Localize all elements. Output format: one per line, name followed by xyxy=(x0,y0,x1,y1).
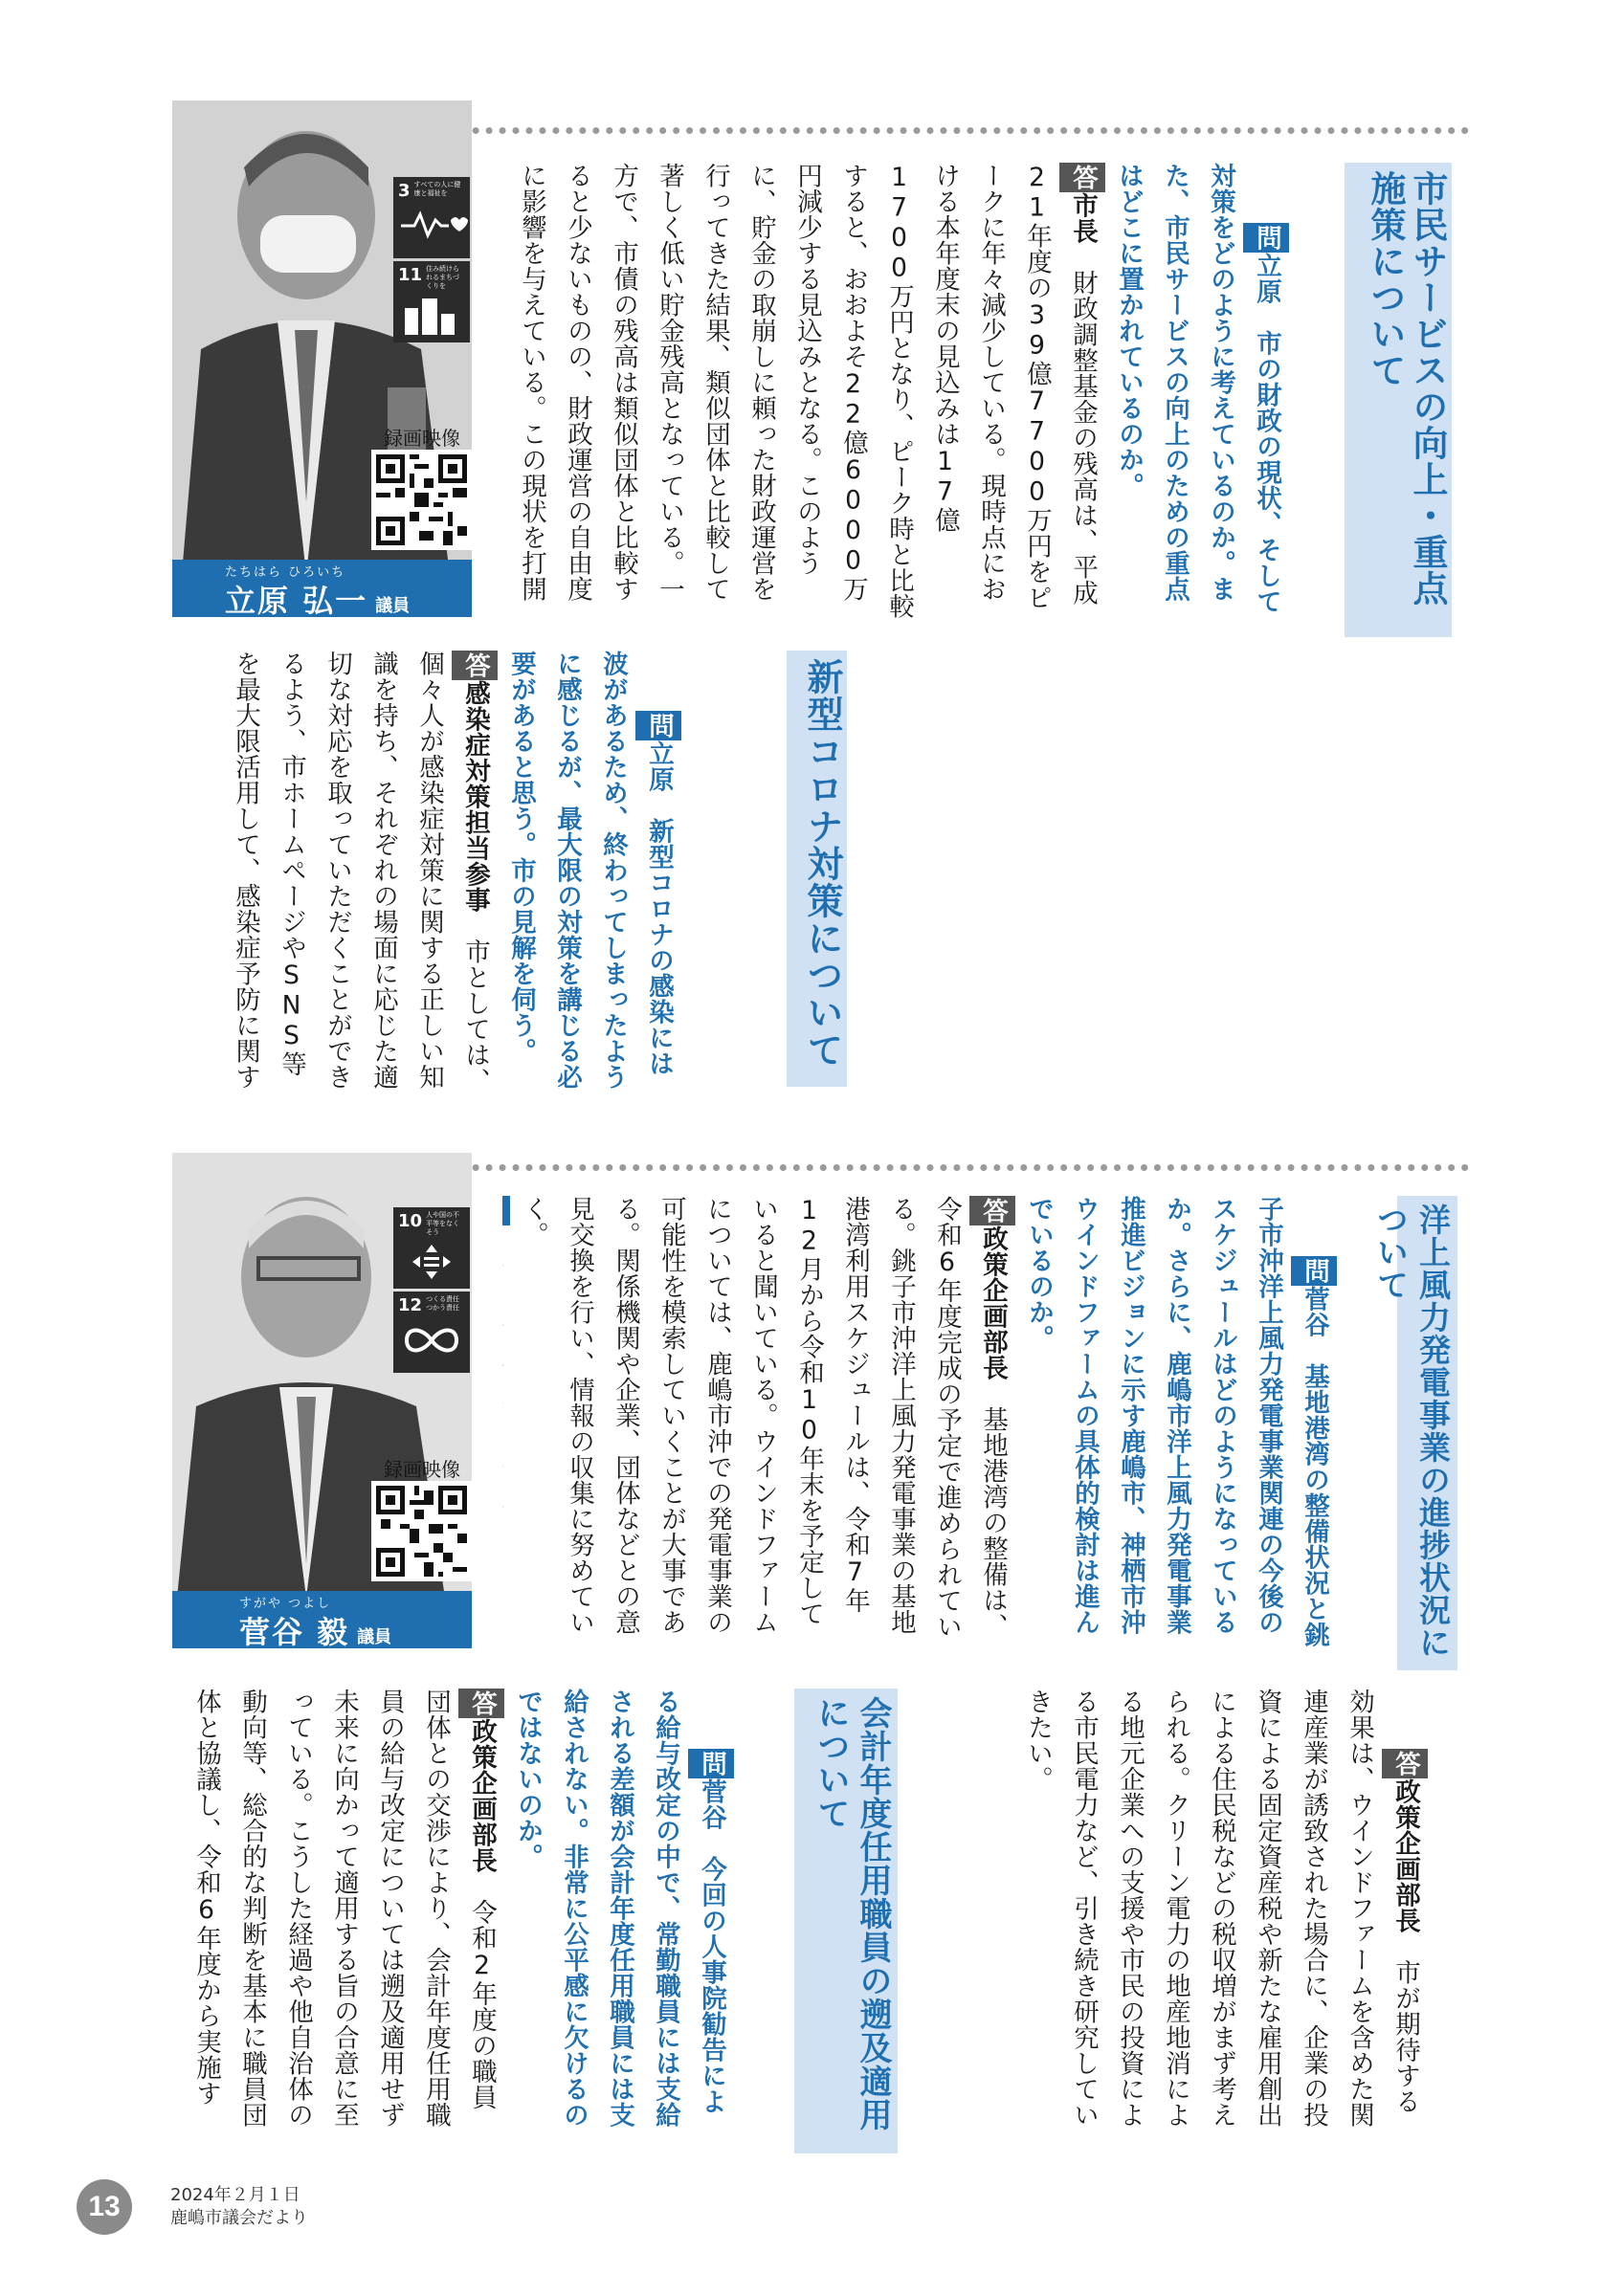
video-label: 録画映像 xyxy=(384,1458,460,1481)
answer-text: 市が期待する効果は、ウインドファームを含めた関連産業が誘致された場合に、企業の投資による固定資産税や新たな雇用創出による住民税などの税収増がまず考えられる。クリーン電力の地産地消による地元企業への支援や市民の投資による市民電力など、引き続き研究していきたい。 xyxy=(1023,1689,1420,2128)
answer-text: 令和2年度の職員団体との交渉により、会計年度任用職員の給与改定については遡及適用せず未来に向かって適用する旨の合意に至っている。こうした経過や他自治体の動向等、総合的な判断を基本に職員団体と協議し、令和6年度から実施す xyxy=(191,1689,497,2128)
separator-middle xyxy=(325,1164,1469,1171)
question-text: 市の財政の現状、そして対策をどのように考えているのか。また、市民サービスの向上のための重点はどこに置かれているのか。 xyxy=(1114,163,1281,614)
question-speaker: 立原 xyxy=(644,740,674,792)
sdg-badge-11: 11 住み続けられるまちづくりを xyxy=(393,261,470,342)
answer-text: 市としては、個々人が感染症対策に関する正しい知識を持ち、それぞれの場面に応じた適切な対応を取っていただくことができるよう、市ホームページやSNS等を最大限活用して、感染症予防に関す xyxy=(231,651,490,1093)
heartbeat-icon xyxy=(393,205,470,243)
section-heading-offshore-wind: 洋上風力発電事業の進捗状況について xyxy=(1397,1196,1457,1670)
section3-body xyxy=(502,1196,1383,1650)
question-text: 今回の人事院勧告による給与改定の中で、常勤職員には支給される差額が会計年度任用職員には支給されない。非常に公平感に欠けるのではないのか。 xyxy=(513,1689,726,2128)
member-name-ruby: たちはら ひろいち xyxy=(225,565,346,580)
answer-speaker: 感染症対策担当参事 xyxy=(460,680,490,913)
equality-icon xyxy=(393,1241,470,1284)
question-speaker: 菅谷 xyxy=(697,1778,726,1830)
section-heading-fiscal-year-staff: 会計年度任用職員の遡及適用について xyxy=(794,1689,898,2153)
question-text: 基地港湾の整備状況と銚子市沖洋上風力発電事業関連の今後のスケジュールはどのようになっているか。さらに、鹿嶋市洋上風力発電事業推進ビジョンに示す鹿嶋市、神栖市沖ウインドファームの具体的検討は進んでいるのか。 xyxy=(1024,1196,1329,1647)
question-tag: 問 xyxy=(688,1749,734,1778)
section-heading-covid: 新型コロナ対策について xyxy=(787,651,847,1087)
question-tag: 問 xyxy=(635,711,681,740)
member-name-bar-sugaya xyxy=(172,1591,472,1648)
answer-speaker: 政策企画部長 xyxy=(1390,1778,1420,1933)
section-heading-citizen-services: 市民サービスの向上・重点施策について xyxy=(1345,163,1452,637)
answer-tag: 答 xyxy=(452,651,498,680)
question-speaker: 立原 xyxy=(1252,253,1281,304)
infinity-icon xyxy=(393,1319,470,1362)
sdg-badge-3: 3 すべての人に健康と福祉を xyxy=(393,177,470,258)
page-number: 13 xyxy=(77,2179,132,2235)
member-name: 菅谷 毅 xyxy=(239,1614,350,1650)
qr-code-tachihara[interactable] xyxy=(371,450,472,550)
issue-date: 2024年２月１日 xyxy=(170,2185,300,2205)
video-label: 録画映像 xyxy=(384,427,460,450)
question-tag: 問 xyxy=(1243,223,1289,253)
answer-speaker: 市長 xyxy=(1068,192,1098,244)
qr-code-icon xyxy=(371,450,472,550)
answer-text: 財政調整基金の残高は、平成21年度の39億7700万円をピークに年々減少している。現時点における本年度末の見込みは17億1700万円となり、ピーク時と比較すると、おおよそ22億6000万円減少する見込みとなる。このように、貯金の取崩しに頼った財政運営を行ってきた結果、類似団体と比較して著しく低い貯金残高となっている。一方で、市債の残高は類似団体と比較すると少ないものの、財政運営の自由度に影響を与えている。この現状を打開 xyxy=(517,163,1098,619)
member-name-ruby: すがや つよし xyxy=(239,1597,332,1611)
section1-body xyxy=(502,163,1335,622)
answer-tag: 答 xyxy=(1059,163,1105,192)
member-name: 立原 弘一 xyxy=(225,583,368,619)
answer-speaker: 政策企画部長 xyxy=(467,1718,497,1873)
question-tag xyxy=(502,1196,510,1225)
section2-body xyxy=(230,651,727,1100)
member-title: 議員 xyxy=(357,1627,392,1647)
publication-name: 鹿嶋市議会だより xyxy=(170,2208,308,2228)
question-tag: 問 xyxy=(1291,1256,1337,1286)
member-name-bar-tachihara xyxy=(172,560,472,617)
question-speaker: 菅谷 xyxy=(1300,1286,1329,1337)
footer-info xyxy=(170,2184,308,2230)
sdg-badge-10: 10 人や国の不平等をなくそう xyxy=(393,1207,470,1289)
question-text: 新型コロナの感染には波があるため、終わってしまったように感じるが、最大限の対策を講じる必要があると思う。市の見解を伺う。 xyxy=(506,651,674,1090)
answer-tag: 答 xyxy=(969,1196,1015,1225)
answer-tag: 答 xyxy=(458,1689,504,1718)
separator-top xyxy=(325,127,1469,134)
section4-body xyxy=(177,1689,780,2129)
sdg-badge-12: 12 つくる責任つかう責任 xyxy=(393,1292,470,1373)
qr-code-sugaya[interactable] xyxy=(371,1481,472,1581)
answer-speaker: 政策企画部長 xyxy=(978,1225,1008,1380)
city-buildings-icon xyxy=(393,295,470,338)
answer-text: 基地港湾の整備は、令和6年度完成の予定で進められている。銚子市沖洋上風力発電事業の基地港湾利用スケジュールは、令和7年12月から令和10年末を予定していると聞いている。ウインドファームについては、鹿嶋市沖での発電事業の可能性を模索していくことが大事である。関係機関や企業、団体などとの意見交換を行い、情報の収集に努めていく。 xyxy=(519,1196,1008,1640)
section3-answer2-body xyxy=(919,1689,1474,2129)
answer-tag: 答 xyxy=(1382,1749,1428,1778)
member-title: 議員 xyxy=(375,596,411,616)
qr-code-icon xyxy=(371,1481,472,1581)
